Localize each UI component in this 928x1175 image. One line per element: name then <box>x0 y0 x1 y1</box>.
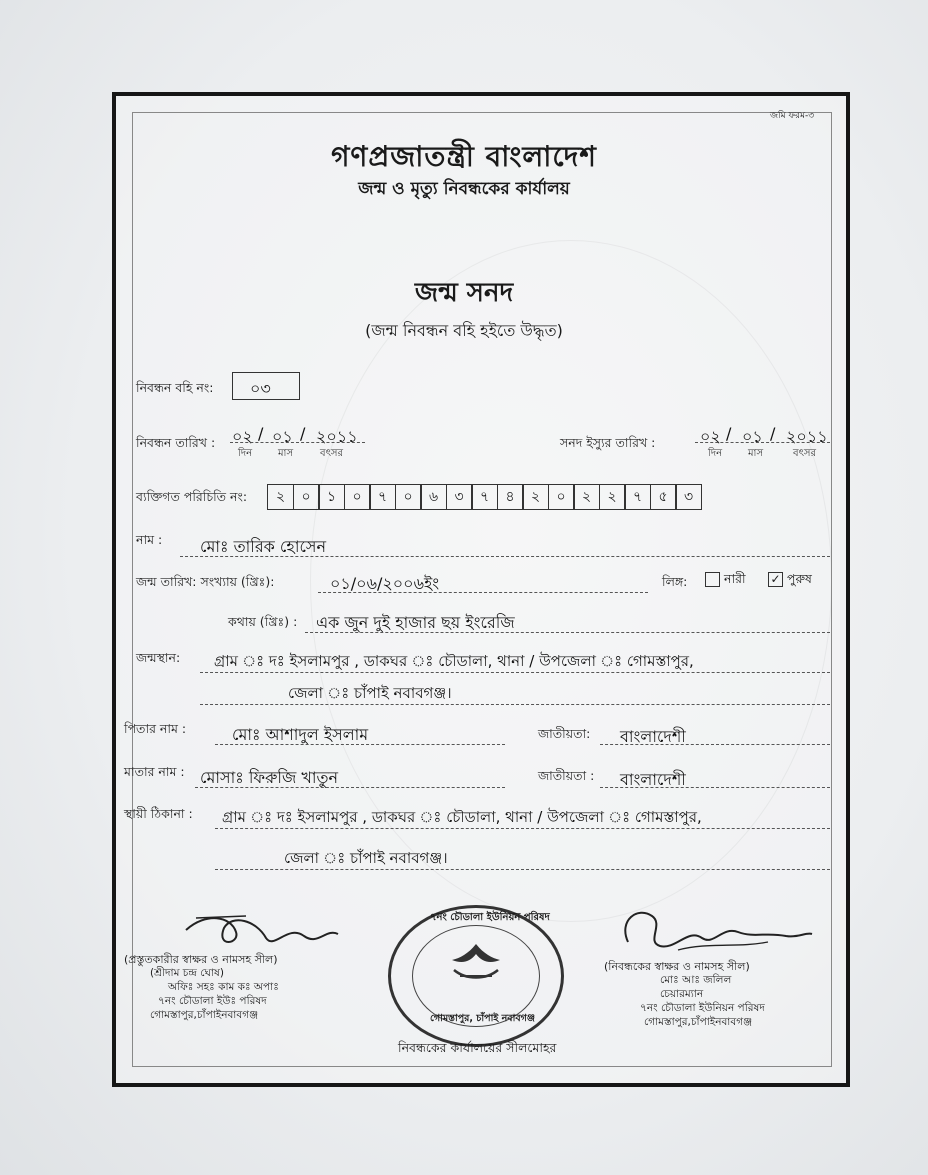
issue-date-label: সনদ ইস্যুর তারিখ : <box>560 435 656 450</box>
id-digit: ৭ <box>471 484 498 510</box>
id-digit: ২ <box>522 484 549 510</box>
certificate-title: জন্ম সনদ <box>414 278 514 308</box>
registration-month-label: মাস <box>278 448 294 459</box>
registration-year-label: বৎসর <box>320 448 344 459</box>
issue-date-month: ০১ <box>742 427 763 446</box>
id-digit: ৪ <box>497 484 524 510</box>
registration-date-sep1: / <box>258 424 264 443</box>
id-digit: ১ <box>318 484 345 510</box>
issue-year-label: বৎসর <box>793 448 817 459</box>
name-label: নাম : <box>136 532 163 547</box>
father-nationality-line <box>600 744 830 745</box>
female-checkbox[interactable] <box>705 572 720 587</box>
father-label: পিতার নাম : <box>124 721 187 736</box>
father-line <box>215 744 505 745</box>
male-checkbox[interactable]: ✓ <box>768 572 783 587</box>
dob-numeric-line <box>318 592 648 593</box>
id-digit: ০ <box>548 484 575 510</box>
seal-caption: নিবন্ধকের কার্যালয়ের সীলমোহর <box>398 1040 557 1055</box>
seal-bottom-text: গোমস্তাপুর, চাঁপাই নবাবগঞ্জ <box>430 1013 535 1024</box>
sex-female-option <box>705 571 746 591</box>
certificate-subtitle: (জন্ম নিবন্ধন বহি হইতে উদ্ধৃত) <box>365 321 563 340</box>
id-digit: ০ <box>344 484 371 510</box>
issue-date-year: ২০১১ <box>786 427 828 446</box>
preparer-name: (শ্রীদাম চন্দ্র ঘোষ) <box>150 967 224 979</box>
seal-emblem-icon <box>446 940 506 984</box>
preparer-line3: গোমস্তাপুর,চাঁপাইনবাবগঞ্জ <box>150 1009 259 1021</box>
registrar-line3: গোমস্তাপুর,চাঁপাইনবাবগঞ্জ <box>644 1016 753 1028</box>
preparer-line2: ৭নং চৌডালা ইউঃ পরিষদ <box>158 995 267 1007</box>
id-digit: ৫ <box>650 484 677 510</box>
mother-label: মাতার নাম : <box>124 764 185 779</box>
country-heading: গণপ্রজাতন্ত্রী বাংলাদেশ <box>331 140 597 173</box>
id-digit: ২ <box>599 484 626 510</box>
mother-line <box>195 787 505 788</box>
id-digit: ৭ <box>624 484 651 510</box>
birthplace-line1-dots <box>200 672 830 673</box>
id-digit: ৩ <box>675 484 702 510</box>
registration-date-line <box>230 442 365 443</box>
male-label: পুরুষ <box>786 571 812 586</box>
form-code: জমি ফরম-৩ <box>770 111 815 121</box>
mother-nationality-value: বাংলাদেশী <box>620 770 686 789</box>
father-nationality-value: বাংলাদেশী <box>620 727 686 746</box>
personal-id-label: ব্যক্তিগত পরিচিতি নং: <box>136 489 248 504</box>
issue-date-day: ০২ <box>700 427 721 446</box>
mother-nationality-label: জাতীয়তা : <box>538 768 595 783</box>
issue-date-sep2: / <box>770 424 776 443</box>
registration-date-year: ২০১১ <box>316 427 358 446</box>
permanent-address-line1-dots <box>215 828 830 829</box>
registration-date-day: ০২ <box>232 427 253 446</box>
registration-date-sep2: / <box>300 424 306 443</box>
dob-words-value: এক জুন দুই হাজার ছয় ইংরেজি <box>316 613 515 632</box>
name-line <box>180 556 830 557</box>
preparer-line1: অফিঃ সহঃ কাম কঃ অপাঃ <box>168 981 279 993</box>
id-digit: ৬ <box>420 484 447 510</box>
dob-words-label: কথায় (খ্রিঃ) : <box>228 614 298 629</box>
issue-day-label: দিন <box>708 448 723 459</box>
permanent-address-label: স্থায়ী ঠিকানা : <box>124 806 193 821</box>
id-digit: ০ <box>293 484 320 510</box>
issue-date-sep1: / <box>726 424 732 443</box>
birthplace-label: জন্মস্থান: <box>136 650 181 665</box>
father-nationality-label: জাতীয়তা: <box>538 726 591 741</box>
registrar-caption: (নিবন্ধকের স্বাক্ষর ও নামসহ সীল) <box>604 960 750 973</box>
birthplace-line1: গ্রাম ঃ দঃ ইসলামপুর , ডাকঘর ঃ চৌডালা, থানা / উপজেলা ঃ গোমস্তাপুর, <box>214 652 694 670</box>
issue-date-line <box>695 442 830 443</box>
permanent-address-line2: জেলা ঃ চাঁপাই নবাবগঞ্জ। <box>284 849 448 867</box>
registration-day-label: দিন <box>238 448 253 459</box>
mother-nationality-line <box>600 787 830 788</box>
registrar-signature <box>618 902 818 964</box>
id-digit: ২ <box>267 484 294 510</box>
seal-ring-text: ৭নং চৌডালা ইউনিয়ন পরিষদ <box>430 912 550 923</box>
id-digit: ৩ <box>446 484 473 510</box>
birthplace-line2: জেলা ঃ চাঁপাই নবাবগঞ্জ। <box>288 684 452 702</box>
personal-id-cells <box>267 484 701 510</box>
id-digit: ৭ <box>369 484 396 510</box>
register-book-value: ০৩ <box>250 379 271 398</box>
registrar-name: মোঃ আঃ জলিল <box>660 974 732 986</box>
dob-numeric-label: জন্ম তারিখ: সংখ্যায় (খ্রিঃ): <box>136 574 275 589</box>
preparer-caption: (প্রস্তুতকারীর স্বাক্ষর ও নামসহ সীল) <box>124 953 278 966</box>
permanent-address-line1: গ্রাম ঃ দঃ ইসলামপুর , ডাকঘর ঃ চৌডালা, থানা / উপজেলা ঃ গোমস্তাপুর, <box>222 808 702 826</box>
registrar-line2: ৭নং চৌডালা ইউনিয়ন পরিষদ <box>640 1002 765 1014</box>
sex-male-option <box>768 571 812 591</box>
office-heading: জন্ম ও মৃত্যু নিবন্ধকের কার্যালয় <box>358 179 570 199</box>
mother-value: মোসাঃ ফিরুজি খাতুন <box>200 768 339 787</box>
registration-date-month: ০১ <box>272 427 293 446</box>
id-digit: ২ <box>573 484 600 510</box>
sex-label: লিঙ্গ: <box>662 574 688 589</box>
name-value: মোঃ তারিক হোসেন <box>200 537 327 556</box>
dob-words-line <box>305 632 830 633</box>
register-book-label: নিবন্ধন বহি নং: <box>136 380 214 395</box>
registrar-line1: চেয়ারম্যান <box>660 988 704 1000</box>
birthplace-line2-dots <box>200 704 830 705</box>
father-value: মোঃ আশাদুল ইসলাম <box>232 725 369 744</box>
issue-month-label: মাস <box>748 448 764 459</box>
registration-date-label: নিবন্ধন তারিখ : <box>136 435 216 450</box>
female-label: নারী <box>723 571 746 586</box>
dob-numeric-value: ০১/০৬/২০০৬ইং <box>330 574 440 593</box>
permanent-address-line2-dots <box>215 869 830 870</box>
id-digit: ০ <box>395 484 422 510</box>
